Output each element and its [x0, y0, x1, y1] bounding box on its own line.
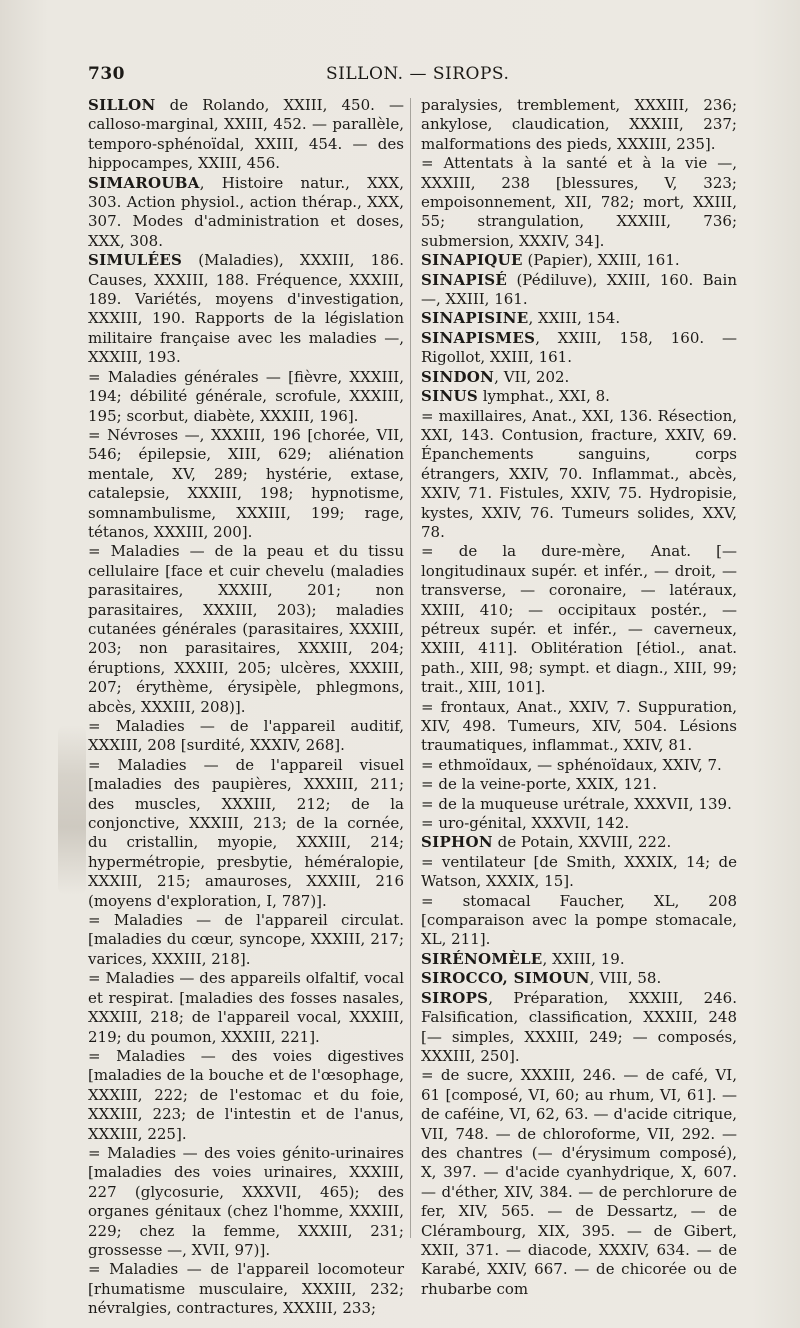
- index-subentry: [88, 911, 404, 969]
- index-subentry: [421, 96, 737, 154]
- index-subentry: [88, 542, 404, 717]
- entry-keyword: SIMULÉES: [88, 251, 183, 270]
- index-subentry: [421, 154, 737, 251]
- index-entry: [421, 989, 737, 1067]
- entry-keyword: SILLON: [88, 96, 156, 114]
- entry-text: = stomacal Faucher, XL, 208 [comparaison avec la pompe stomacale, XL, 211].: [421, 891, 737, 949]
- entry-keyword: SIMAROUBA: [88, 173, 200, 192]
- index-entry: [88, 174, 404, 252]
- index-entry: [88, 96, 404, 174]
- index-subentry: [88, 717, 404, 756]
- entry-text: = uro-génital, XXXVII, 142.: [421, 814, 630, 833]
- index-subentry: [88, 1144, 404, 1260]
- entry-text: = Maladies — des voies génito-urinaires [maladies des voies urinaires, XXXIII, 227 (glycosurie, XXXVII, 465); des organes génitaux (chez l'homme, XXXIII, 229; chez la femme, XXXIII, 231; grossesse —, XVII, 97)].: [88, 1143, 404, 1259]
- index-entry: [421, 969, 737, 988]
- entry-keyword: SINAPIQUE: [421, 251, 523, 270]
- index-subentry: [421, 756, 737, 775]
- page-stain: [58, 725, 86, 895]
- column-divider: [410, 98, 411, 1238]
- entry-text: de Potain, XXVIII, 222.: [492, 833, 672, 852]
- entry-text: = de sucre, XXXIII, 246. — de café, VI, 61 [composé, VI, 60; au rhum, VI, 61]. — de caféine, VI, 62, 63. — d'acide citrique, VII, 748. — de chloroforme, VII, 292. — des chantres (— d'érysimum composé), X, 397. — d'acide cyanhydrique, X, 607. — d'éther, XIV, 384. — de perchlorure de fer, XIV, 565. — de Dessartz, — de Clérambourg, XIX, 395. — de Gibert, XXII, 371. — diacode, XXXIV, 634. — de Karabé, XXIV, 667. — de chicorée ou de rhubarbe com: [421, 1066, 737, 1298]
- entry-text: , VII, 202.: [494, 367, 570, 386]
- index-subentry: [88, 1260, 404, 1318]
- index-subentry: [421, 775, 737, 794]
- entry-text: = Maladies — de l'appareil circulat. [maladies du cœur, syncope, XXXIII, 217; varices, XXXIII, 218].: [88, 911, 404, 968]
- index-subentry: [421, 542, 737, 697]
- index-subentry: [421, 1066, 737, 1299]
- entry-text: , XXIII, 19.: [542, 949, 625, 968]
- entry-text: = Attentats à la santé et à la vie —, XXXIII, 238 [blessures, V, 323; empoisonnement, XII, 782; mort, XXIII, 55; strangulation, XXXIII, 736; submersion, XXXIV, 34].: [421, 154, 737, 250]
- entry-text: = de la veine-porte, XXIX, 121.: [421, 775, 657, 794]
- index-entry: [421, 271, 737, 310]
- index-subentry: [421, 892, 737, 950]
- index-entry: [88, 251, 404, 367]
- index-subentry: [88, 368, 404, 426]
- entry-keyword: SIROCCO, SIMOUN: [421, 969, 590, 988]
- index-subentry: [421, 795, 737, 814]
- index-subentry: [88, 426, 404, 542]
- entry-keyword: SIROPS: [421, 988, 489, 1007]
- entry-text: , VIII, 58.: [589, 969, 662, 988]
- entry-text: = Maladies — de l'appareil locomoteur [rhumatisme musculaire, XXXIII, 232; névralgies, contractures, XXXIII, 233;: [88, 1260, 404, 1318]
- entry-keyword: SINAPISINE: [421, 309, 529, 328]
- entry-keyword: SIPHON: [421, 833, 493, 852]
- index-entry: [421, 950, 737, 969]
- entry-keyword: SINUS: [421, 387, 478, 406]
- entry-text: = Maladies — de l'appareil visuel [maladies des paupières, XXXIII, 211; des muscles, XXXIII, 212; de la conjonctive, XXXIII, 213; de la cornée, du cristallin, myopie, XXXIII, 214; hypermétropie, presbytie, héméralopie, XXXIII, 215; amauroses, XXXIII, 216 (moyens d'exploration, I, 787)].: [88, 755, 404, 910]
- entry-text: = frontaux, Anat., XXIV, 7. Suppuration, XIV, 498. Tumeurs, XIV, 504. Lésions traumatiques, inflammat., XXIV, 81.: [421, 697, 737, 755]
- entry-text: = maxillaires, Anat., XXI, 136. Résection, XXI, 143. Contusion, fracture, XXIV, 69. Épanchements sanguins, corps étrangers, XXIV, 70. Inflammat., abcès, XXIV, 71. Fistules, XXIV, 75. Hydropisie, kystes, XXIV, 76. Tumeurs solides, XXV, 78.: [421, 406, 737, 541]
- entry-text: lymphat., XXI, 8.: [477, 387, 610, 406]
- entry-text: = Maladies — des voies digestives [maladies de la bouche et de l'œsophage, XXXIII, 222; de l'estomac et du foie, XXXIII, 223; de l'intestin et de l'anus, XXXIII, 225].: [88, 1046, 404, 1143]
- entry-text: , Histoire natur., XXX, 303. Action physiol., action thérap., XXX, 307. Modes d'administration et doses, XXX, 308.: [88, 173, 404, 250]
- index-subentry: [421, 407, 737, 543]
- entry-text: (Papier), XXIII, 161.: [522, 251, 680, 270]
- entry-keyword: SIRÉNOMÈLE: [421, 949, 543, 968]
- index-entry: [421, 387, 737, 406]
- left-column: [88, 96, 404, 1318]
- entry-keyword: SINDON: [421, 367, 495, 386]
- entry-text: , XXIII, 158, 160. — Rigollot, XXIII, 161.: [421, 328, 737, 367]
- index-entry: [421, 833, 737, 852]
- entry-text: = de la dure-mère, Anat. [— longitudinaux supér. et infér., — droit, — transverse, — coronaire, — latéraux, XXIII, 410; — occipitaux postér., — pétreux supér. et infér., — caverneux, XXIII, 411]. Oblitération [étiol., anat. path., XIII, 98; sympt. et diagn., XIII, 99; trait., XIII, 101].: [421, 542, 737, 697]
- index-subentry: [88, 756, 404, 911]
- entry-keyword: SINAPISMES: [421, 328, 536, 347]
- entry-text: (Pédiluve), XXIII, 160. Bain —, XXIII, 161.: [421, 270, 737, 309]
- entry-text: de Rolando, XXIII, 450. — calloso-marginal, XXIII, 452. — parallèle, temporo-sphénoïdal, XXIII, 454. — des hippocampes, XXIII, 456.: [88, 96, 404, 173]
- running-title: SILLON. — SIROPS.: [326, 64, 510, 84]
- index-subentry: [88, 1047, 404, 1144]
- entry-text: = Maladies — des appareils olfaltif, vocal et respirat. [maladies des fosses nasales, XXXIII, 218; de l'appareil vocal, XXXIII, 219; du poumon, XXXIII, 221].: [88, 969, 404, 1046]
- page-header: [88, 62, 738, 92]
- entry-keyword: SINAPISÉ: [421, 270, 508, 289]
- index-subentry: [421, 853, 737, 892]
- entry-text: = ethmoïdaux, — sphénoïdaux, XXIV, 7.: [421, 755, 722, 774]
- entry-text: , XXIII, 154.: [528, 309, 621, 328]
- entry-text: paralysies, tremblement, XXXIII, 236; ankylose, claudication, XXXIII, 237; malformations des pieds, XXXIII, 235].: [421, 96, 737, 153]
- entry-text: = Maladies — de l'appareil auditif, XXXIII, 208 [surdité, XXXIV, 268].: [88, 717, 404, 755]
- index-entry: [421, 251, 737, 270]
- entry-text: = Maladies — de la peau et du tissu cellulaire [face et cuir chevelu (maladies parasitaires, XXXIII, 201; non parasitaires, XXXIII, 203); maladies cutanées générales (parasitaires, XXXIII, 203; non parasitaires, XXXIII, 204; éruptions, XXXIII, 205; ulcères, XXXIII, 207; érythème, érysipèle, phlegmons, abcès, XXXIII, 208)].: [88, 542, 404, 716]
- index-subentry: [88, 969, 404, 1047]
- entry-text: , Préparation, XXXIII, 246. Falsification, classification, XXXIII, 248 [— simples, XXXIII, 249; — composés, XXXIII, 250].: [421, 988, 737, 1065]
- right-column: [421, 96, 737, 1298]
- index-subentry: [421, 814, 737, 833]
- index-entry: [421, 329, 737, 368]
- index-entry: [421, 309, 737, 328]
- index-entry: [421, 368, 737, 387]
- entry-text: (Maladies), XXXIII, 186. Causes, XXXIII, 188. Fréquence, XXXIII, 189. Variétés, moyens d'investigation, XXXIII, 190. Rapports de la législation militaire française avec les maladies —, XXXIII, 193.: [88, 251, 404, 367]
- index-subentry: [421, 698, 737, 756]
- page-number: 730: [88, 64, 125, 84]
- entry-text: = de la muqueuse urétrale, XXXVII, 139.: [421, 794, 732, 813]
- entry-text: = ventilateur [de Smith, XXXIX, 14; de Watson, XXXIX, 15].: [421, 852, 737, 891]
- entry-text: = Névroses —, XXXIII, 196 [chorée, VII, 546; épilepsie, XIII, 629; aliénation mentale, XV, 289; hystérie, extase, catalepsie, XXXIII, 198; hypnotisme, somnambulisme, XXXIII, 199; rage, tétanos, XXXIII, 200].: [88, 425, 404, 541]
- entry-text: = Maladies générales — [fièvre, XXXIII, 194; débilité générale, scrofule, XXXIII, 195; scorbut, diabète, XXXIII, 196].: [88, 367, 404, 425]
